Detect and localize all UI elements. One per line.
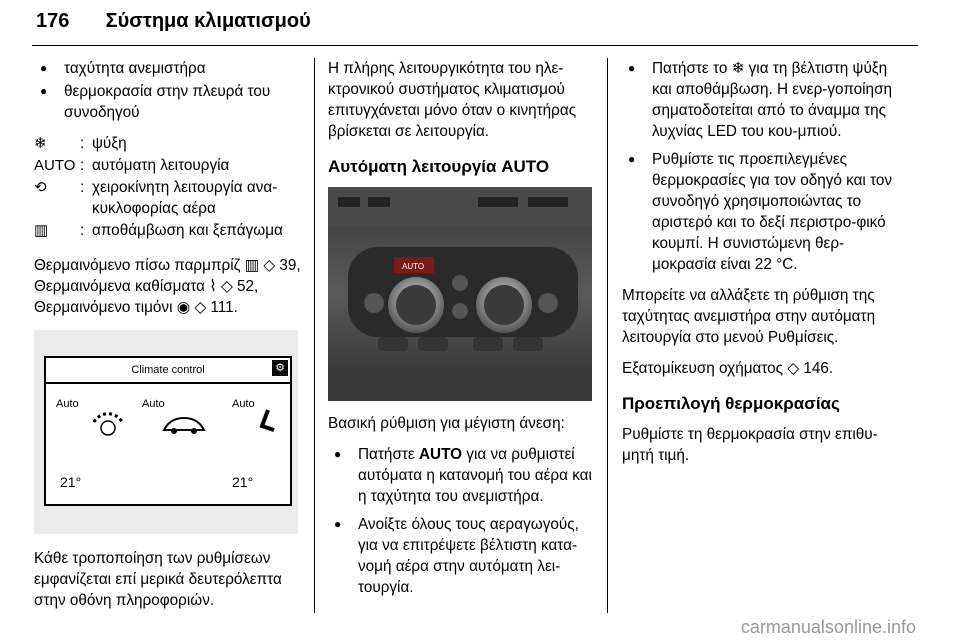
column-3: [622, 58, 896, 476]
paragraph: Ρυθμίστε τη θερμοκρασία στην επιθυ-μητή τιμή.: [622, 426, 878, 464]
temperature-left: 21°: [60, 474, 82, 490]
list-item: ● ταχύτητα ανεμιστήρα: [34, 58, 304, 79]
section-heading: Αυτόματη λειτουργία AUTO: [328, 157, 550, 176]
paragraph: Βασική ρύθμιση για μέγιστη άνεση:: [328, 415, 565, 432]
legend-row: ⟲ : χειροκίνητη λειτουργία ανα-κυκλοφορίας αέρα: [34, 177, 304, 219]
list-item: ● θερμοκρασία στην πλευρά του συνοδηγού: [34, 81, 304, 123]
bullet-list: [34, 58, 304, 123]
recirculation-icon: ⟲: [34, 179, 47, 196]
legend-row: ▥ : αποθάμβωση και ξεπάγωμα: [34, 220, 304, 241]
column-2: [328, 58, 594, 608]
car-airflow-icon: [160, 412, 208, 438]
auto-label: AUTO: [34, 157, 76, 174]
paragraph: Θερμαινόμενο πίσω παρμπρίζ ▥ ◇ 39, Θερμαινόμενα καθίσματα ⌇ ◇ 52, Θερμαινόμενο τιμόνι ◉ ◇ 111.: [34, 257, 301, 316]
paragraph: Μπορείτε να αλλάξετε τη ρύθμιση της ταχύτητας ανεμιστήρα στην αυτόματη λειτουργία στο μενού Ρυθμίσεις.: [622, 287, 876, 346]
bullet-list: [328, 444, 594, 598]
header-rule: [32, 45, 918, 46]
climate-display-illustration: [34, 330, 298, 534]
page-header: [36, 10, 311, 33]
legend-row: ❄ : ψύξη: [34, 133, 304, 154]
seat-airflow-icon: [252, 408, 278, 440]
symbol-legend: [34, 133, 304, 241]
legend-text: χειροκίνητη λειτουργία ανα-κυκλοφορίας αέρα: [92, 179, 278, 217]
list-item: ● Ρυθμίστε τις προεπιλεγμένες θερμοκρασίες για τον οδηγό και τον συνοδηγό χρησιμοποιώντας το αριστερό και το δεξί περιστρο-φικό κουμπί. Η συνιστώμενη θερ-μοκρασία είναι 22 °C.: [622, 149, 896, 275]
auto-button-label: AUTO: [402, 262, 425, 271]
legend-text: ψύξη: [92, 135, 127, 152]
page-number: 176: [36, 10, 70, 32]
section-heading: Προεπιλογή θερμοκρασίας: [622, 394, 840, 413]
watermark: carmanualsonline.info: [740, 617, 916, 637]
auto-label-right: Auto: [232, 398, 255, 410]
paragraph: Κάθε τροποποίηση των ρυθμίσεων εμφανίζεται επί μερικά δευτερόλεπτα στην οθόνη πληροφοριών.: [34, 550, 282, 609]
auto-label-left: Auto: [56, 398, 79, 410]
screen-title: Climate control: [131, 364, 205, 376]
column-divider-1: [314, 58, 315, 613]
paragraph: Η πλήρης λειτουργικότητα του ηλε-κτρονικού συστήματος κλιματισμού επιτυγχάνεται μόνο όταν ο κινητήρας βρίσκεται σε λειτουργία.: [328, 60, 577, 140]
info-screen: [44, 356, 292, 506]
climate-panel-photo: [328, 187, 592, 401]
column-1: [34, 58, 304, 621]
list-item: ● Ανοίξτε όλους τους αεραγωγούς, για να επιτρέψετε βέλτιστη κατα-νομή αέρα στην αυτόματη λει-τουργία.: [328, 514, 594, 598]
defrost-icon: ▥: [34, 222, 49, 239]
legend-text: αυτόματη λειτουργία: [92, 157, 230, 174]
auto-keyword: AUTO: [419, 446, 463, 463]
legend-text: αποθάμβωση και ξεπάγωμα: [92, 222, 283, 239]
settings-icon: ⚙: [272, 360, 288, 376]
page-title: Σύστημα κλιματισμού: [105, 10, 311, 32]
legend-row: AUTO : αυτόματη λειτουργία: [34, 155, 304, 176]
list-item: ● Πατήστε το ❄ για τη βέλτιστη ψύξη και αποθάμβωση. Η ενερ-γοποίηση σηματοδοτείται από το άναμμα της λυχνίας LED του κου-μπιού.: [622, 58, 896, 142]
cooling-icon: ❄: [34, 135, 47, 152]
auto-label-mid: Auto: [142, 398, 165, 410]
paragraph: Εξατομίκευση οχήματος ◇ 146.: [622, 360, 834, 377]
screen-title-bar: [46, 358, 290, 384]
column-divider-2: [607, 58, 608, 613]
fan-icon: [90, 408, 130, 440]
list-item: ● Πατήστε AUTO για να ρυθμιστεί αυτόματα η κατανομή του αέρα και η ταχύτητα του ανεμιστήρα.: [328, 444, 594, 507]
temperature-right: 21°: [232, 474, 254, 490]
climate-panel-illustration: [328, 187, 592, 401]
bullet-list: [622, 58, 896, 275]
